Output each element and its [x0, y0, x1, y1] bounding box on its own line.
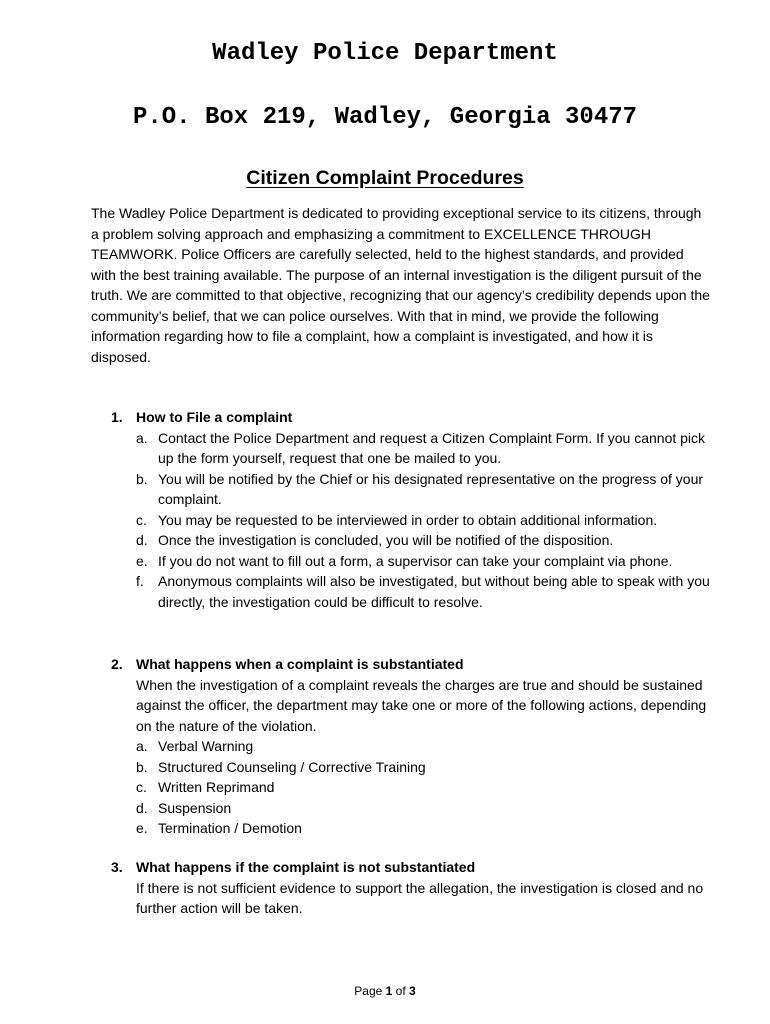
item-text: Suspension [158, 799, 232, 816]
section-body-text: If there is not sufficient evidence to support the allegation, the investigation is closed and no further action will be taken. [136, 879, 704, 916]
item-letter: b. [136, 470, 148, 487]
section-heading-text: What happens when a complaint is substantiated [136, 656, 464, 672]
section-heading-text: How to File a complaint [136, 409, 293, 425]
item-text: Once the investigation is concluded, you will be notified of the disposition. [158, 532, 614, 548]
item-letter: d. [136, 532, 148, 548]
of-word: of [395, 984, 406, 998]
item-text: Termination / Demotion [158, 820, 302, 836]
department-name: Wadley Police Department [212, 40, 558, 67]
list-item [136, 777, 711, 798]
list-item [136, 469, 711, 510]
list-item [136, 736, 711, 757]
intro-paragraph: The Wadley Police Department is dedicated to providing exceptional service to its citizens, through a problem solving approach and emphasizing a commitment to EXCELLENCE THROUGH TEAMWORK. Police Officers are carefully selected, held to the highest standards, and provided with the best training available. The purpose of an internal investigation is the diligent pursuit of the truth. We are committed to that objective, recognizing that our agency’s credibility depends upon the community’s belief, that we can police ourselves. With that in mind, we provide the following information regarding how to file a complaint, how a complaint is investigated, and how it is disposed. [91, 205, 710, 365]
list-item [136, 530, 711, 551]
page-title [0, 167, 770, 190]
department-address: P.O. Box 219, Wadley, Georgia 30477 [132, 104, 638, 131]
list-item [136, 571, 711, 612]
section-number: 2. [111, 656, 123, 672]
section-heading-text: What happens if the complaint is not substantiated [136, 859, 476, 875]
section-body-text: When the investigation of a complaint reveals the charges are true and should be sustained against the officer, the department may take one or more of the following actions, depending on the nature of the violation. [136, 676, 707, 734]
item-text: You may be requested to be interviewed in order to obtain additional information. [158, 511, 658, 528]
section-items [136, 675, 711, 839]
section-heading [111, 407, 711, 428]
page-footer [0, 984, 770, 998]
item-text: Written Reprimand [158, 779, 275, 795]
section-items [136, 878, 711, 919]
item-text: Contact the Police Department and request a Citizen Complaint Form. If you cannot pick up the form yourself, request that one be mailed to you. [158, 429, 706, 466]
item-letter: c. [136, 511, 147, 528]
section-items [136, 428, 711, 613]
list-item [136, 818, 711, 839]
section-how-to-file [111, 407, 711, 612]
item-letter: b. [136, 758, 148, 775]
page-word: Page [354, 984, 383, 998]
list-item [136, 757, 711, 778]
section-heading [111, 654, 711, 675]
list-item [136, 551, 711, 572]
item-text: If you do not want to fill out a form, a supervisor can take your complaint via phone. [158, 552, 673, 569]
item-letter: d. [136, 799, 148, 816]
item-text: Verbal Warning [158, 738, 254, 754]
page-title-text: Citizen Complaint Procedures [246, 167, 524, 189]
section-number: 1. [111, 409, 123, 425]
page-number: 1 [385, 984, 393, 998]
list-item [136, 428, 711, 469]
section-not-substantiated [111, 857, 711, 919]
item-text: Anonymous complaints will also be investigated, but without being able to speak with you directly, the investigation could be difficult to resolve. [158, 573, 710, 610]
item-text: You will be notified by the Chief or his designated representative on the progress of your complaint. [158, 470, 704, 507]
section-heading [111, 857, 711, 878]
item-letter: e. [136, 552, 148, 569]
section-number: 3. [111, 859, 123, 875]
section-substantiated [111, 654, 711, 839]
item-letter: a. [136, 429, 148, 446]
item-letter: a. [136, 738, 148, 754]
item-letter: e. [136, 820, 148, 836]
page-total: 3 [409, 984, 416, 998]
item-text: Structured Counseling / Corrective Training [158, 758, 426, 775]
list-item [136, 510, 711, 531]
item-letter: f. [136, 573, 144, 589]
list-item [136, 798, 711, 819]
item-letter: c. [136, 779, 147, 795]
